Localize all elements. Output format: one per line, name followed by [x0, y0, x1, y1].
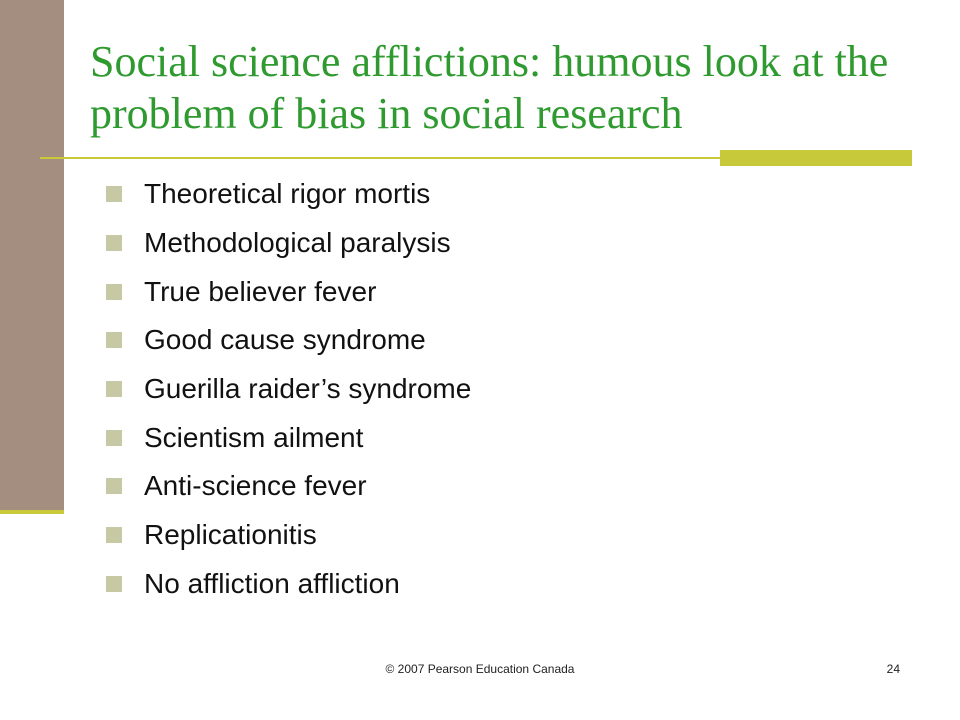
list-item [106, 219, 471, 268]
bullet-text: Theoretical rigor mortis [144, 178, 431, 210]
list-item [106, 267, 471, 316]
side-bar [0, 0, 64, 510]
list-item [106, 413, 471, 462]
list-item [106, 511, 471, 560]
bullet-text: No affliction affliction [144, 567, 400, 599]
page-number: 24 [886, 662, 900, 676]
square-bullet-icon [106, 235, 122, 251]
list-item [106, 365, 471, 414]
square-bullet-icon [106, 527, 122, 543]
square-bullet-icon [106, 430, 122, 446]
title-divider-accent [720, 150, 912, 166]
bullet-text: Replicationitis [144, 519, 317, 551]
square-bullet-icon [106, 576, 122, 592]
list-item [106, 462, 471, 511]
list-item [106, 316, 471, 365]
square-bullet-icon [106, 332, 122, 348]
square-bullet-icon [106, 381, 122, 397]
square-bullet-icon [106, 284, 122, 300]
list-item [106, 560, 471, 609]
bullet-text: True believer fever [144, 275, 377, 307]
bullet-text: Guerilla raider’s syndrome [144, 373, 472, 405]
bullet-text: Good cause syndrome [144, 324, 426, 356]
bullet-text: Anti-science fever [144, 470, 367, 502]
square-bullet-icon [106, 186, 122, 202]
footer-copyright: © 2007 Pearson Education Canada [385, 662, 575, 676]
square-bullet-icon [106, 478, 122, 494]
bullet-list [106, 170, 471, 608]
bullet-text: Scientism ailment [144, 421, 364, 453]
slide-title: Social science afflictions: humous look at the problem of bias in social research [90, 37, 889, 138]
list-item [106, 170, 471, 219]
side-bar-accent [0, 510, 64, 514]
bullet-text: Methodological paralysis [144, 227, 451, 259]
